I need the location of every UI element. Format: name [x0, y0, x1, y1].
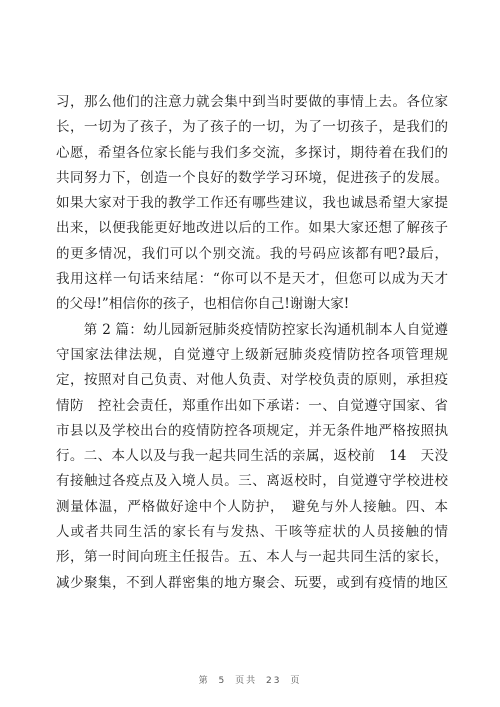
text-line: 人或者共同生活的家长有与发热、干咳等症状的人员接触的情: [56, 524, 448, 541]
text-line: 出来，以便我能更好地改进以后的工作。如果大家还想了解孩子: [56, 220, 448, 237]
text-line: 减少聚集，不到人群密集的地方聚会、玩要，或到有疫情的地区: [56, 574, 448, 591]
text-line: 习，那么他们的注意力就会集中到当时要做的事情上去。各位家: [56, 94, 448, 110]
text-line: 形，第一时间向班主任报告。五、本人与一起共同生活的家长，: [56, 549, 448, 566]
text-line: 情防 控社会责任，郑重作出如下承诺：一、自觉遵守国家、省: [56, 397, 448, 414]
text-line: 行。二、本人以及与我一起共同生活的亲属，返校前 14 天没: [56, 448, 448, 465]
page-label-suffix: 页: [290, 676, 302, 686]
total-pages: 23: [266, 676, 282, 686]
text-line: 有接触过各疫点及入境人员。三、离返校时，自觉遵守学校进校: [56, 473, 448, 490]
text-line: 如果大家对于我的教学工作还有哪些建议，我也诚恳希望大家提: [56, 195, 448, 212]
text-line: 的更多情况，我们可以个别交流。我的号码应该都有吧?最后，: [56, 245, 448, 262]
page-number: 5: [218, 676, 227, 686]
text-line: 市县以及学校出台的疫情防控各项规定，并无条件地严格按照执: [56, 422, 448, 439]
text-line: 定，按照对自己负责、对他人负责、对学校负责的原则，承担疫: [56, 372, 448, 389]
page-footer: [0, 673, 500, 686]
text-line: 守国家法律法规，自觉遵守上级新冠肺炎疫情防控各项管理规: [56, 346, 448, 363]
text-line: 长，一切为了孩子，为了孩子的一切，为了一切孩子，是我们的: [56, 119, 448, 136]
text-line: 共同努力下，创造一个良好的数学学习环境，促进孩子的发展。: [56, 169, 448, 186]
text-line: 的父母!”相信你的孩子，也相信你自己!谢谢大家!: [56, 296, 350, 313]
page-label-prefix: 第: [198, 676, 210, 686]
text-line: 心愿，希望各位家长能与我们多交流，多探讨，期待着在我们的: [56, 144, 448, 161]
section-heading-line: 第 2 篇：幼儿园新冠肺炎疫情防控家长沟通机制本人自觉遵: [56, 321, 448, 338]
document-body: [56, 90, 448, 596]
text-line: 测量体温，严格做好途中个人防护， 避免与外人接触。四、本: [56, 498, 448, 515]
page-label-mid: 页共: [235, 676, 258, 686]
text-line: 我用这样一句话来结尾：“你可以不是天才，但您可以成为天才: [56, 271, 448, 288]
